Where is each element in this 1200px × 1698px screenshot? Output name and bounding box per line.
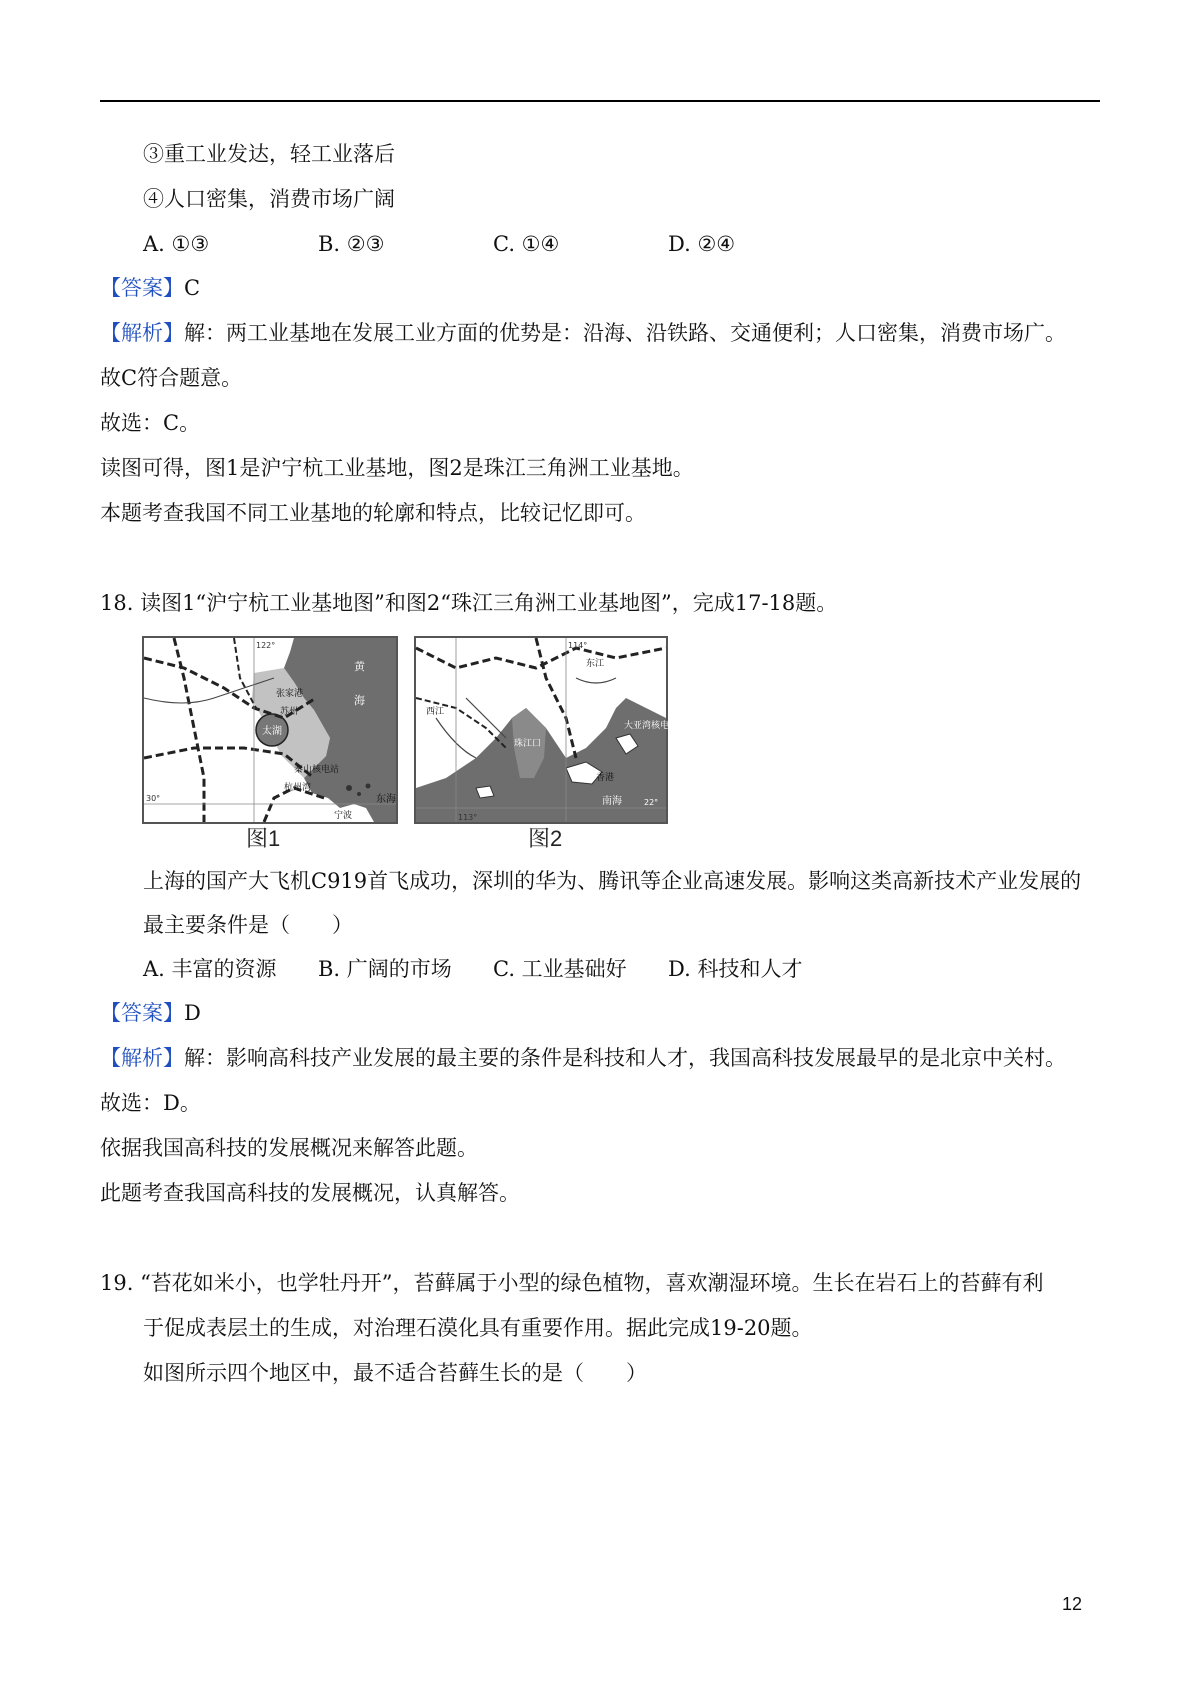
map-2-railway-1 (416, 648, 666, 668)
q18-text-2: 最主要条件是（ ） (143, 913, 353, 937)
q17-answer-value: C (184, 276, 201, 300)
q17-option-a: A. ①③ (143, 232, 210, 256)
map-1-island-3 (366, 784, 371, 789)
page-number: 12 (1061, 1594, 1082, 1614)
q17-analysis-tag: 【解析】 (100, 321, 184, 345)
map-2-railway-3 (416, 698, 506, 748)
map-2-label-lat: 22° (644, 798, 659, 807)
map-1-label-bay: 杭州湾 (284, 783, 312, 793)
q18-option-a: A. 丰富的资源 (143, 957, 277, 981)
q18-answer (100, 998, 201, 1028)
q19-stem-2: 于促成表层土的生成，对治理石漠化具有重要作用。据此完成19-20题。 (143, 1316, 813, 1340)
map-2-label-river2: 西江 (426, 707, 445, 717)
map-2-pearl-river-delta (414, 636, 679, 824)
map-1-island-1 (346, 785, 352, 791)
map-2-svg (416, 638, 679, 822)
q18-answer-value: D (184, 1001, 201, 1025)
map-1-svg (144, 638, 396, 822)
q18-option-c: C. 工业基础好 (493, 957, 627, 981)
q17-option-c: C. ①④ (493, 232, 560, 256)
map-2-label-river1: 东江 (586, 659, 605, 669)
map-1-label-sea1: 黄 (354, 660, 365, 673)
map-2-label-lon2: 113° (458, 813, 478, 822)
q18-analysis-3: 依据我国高科技的发展概况来解答此题。 (100, 1136, 478, 1160)
q17-analysis-4: 读图可得，图1是沪宁杭工业基地，图2是珠江三角洲工业基地。 (100, 456, 694, 480)
map-1-caption: 图1 (246, 826, 281, 851)
map-2-label-plant: 大亚湾核电站 (624, 721, 679, 731)
map-2-caption: 图2 (528, 826, 563, 851)
q18-analysis-tag: 【解析】 (100, 1046, 184, 1070)
map-1-railway-2 (174, 638, 204, 822)
q19-stem-1: 19. “苔花如米小，也学牡丹开”，苔藓属于小型的绿色植物，喜欢潮湿环境。生长在岩石上的苔藓有利 (100, 1271, 1044, 1295)
q18-option-b: B. 广阔的市场 (318, 957, 452, 981)
map-1-label-lat: 30° (146, 794, 161, 803)
q18-analysis-text-1: 解：影响高科技产业发展的最主要的条件是科技和人才，我国高科技发展最早的是北京中关村。 (184, 1046, 1066, 1070)
map-2-label-delta: 珠江口 (514, 739, 542, 749)
q17-analysis-2: 故C符合题意。 (100, 366, 243, 390)
map-1-label-sea2: 海 (354, 694, 365, 707)
map-1-label-lake: 太湖 (262, 726, 282, 737)
map-2-river-3 (576, 678, 616, 683)
map-1-label-city2: 苏州 (280, 707, 299, 717)
map-1-label-city3: 宁波 (334, 811, 353, 821)
map-1-label-sea3: 东海 (376, 794, 396, 805)
map-1-island-2 (357, 792, 361, 796)
q17-analysis-3: 故选：C。 (100, 411, 201, 435)
q18-analysis-1 (100, 1043, 1066, 1073)
map-2-label-sea: 南海 (602, 796, 622, 807)
q18-text-1: 上海的国产大飞机C919首飞成功，深圳的华为、腾讯等企业高速发展。影响这类高新技术产业发展的 (143, 869, 1082, 893)
map-1-label-lon: 122° (256, 641, 276, 650)
map-2-river-2 (466, 698, 506, 738)
map-1-huningjhang (142, 636, 398, 824)
q17-analysis-5: 本题考查我国不同工业基地的轮廓和特点，比较记忆即可。 (100, 501, 646, 525)
map-1-label-plant: 秦山核电站 (294, 765, 340, 775)
map-2-label-hk: 香港 (596, 773, 615, 783)
q17-item-4: ④人口密集，消费市场广阔 (143, 187, 395, 211)
q17-option-b: B. ②③ (318, 232, 385, 256)
map-2-label-lon1: 114° (568, 641, 588, 650)
q18-analysis-2: 故选：D。 (100, 1091, 201, 1115)
q18-analysis-4: 此题考查我国高科技的发展概况，认真解答。 (100, 1181, 520, 1205)
q17-analysis-1 (100, 318, 1066, 348)
q17-analysis-text-1: 解：两工业基地在发展工业方面的优势是：沿海、沿铁路、交通便利；人口密集，消费市场广。 (184, 321, 1066, 345)
q19-stem-3: 如图所示四个地区中，最不适合苔藓生长的是（ ） (143, 1361, 647, 1385)
header-rule (100, 100, 1100, 102)
map-1-label-city1: 张家港 (276, 689, 304, 699)
q17-answer (100, 273, 200, 303)
q17-option-d: D. ②④ (668, 232, 736, 256)
q18-answer-tag: 【答案】 (100, 1001, 184, 1025)
q18-option-d: D. 科技和人才 (668, 957, 803, 981)
q18-stem: 18. 读图1“沪宁杭工业基地图”和图2“珠江三角洲工业基地图”，完成17-18题。 (100, 591, 838, 615)
q17-answer-tag: 【答案】 (100, 276, 184, 300)
q17-item-3: ③重工业发达，轻工业落后 (143, 142, 395, 166)
